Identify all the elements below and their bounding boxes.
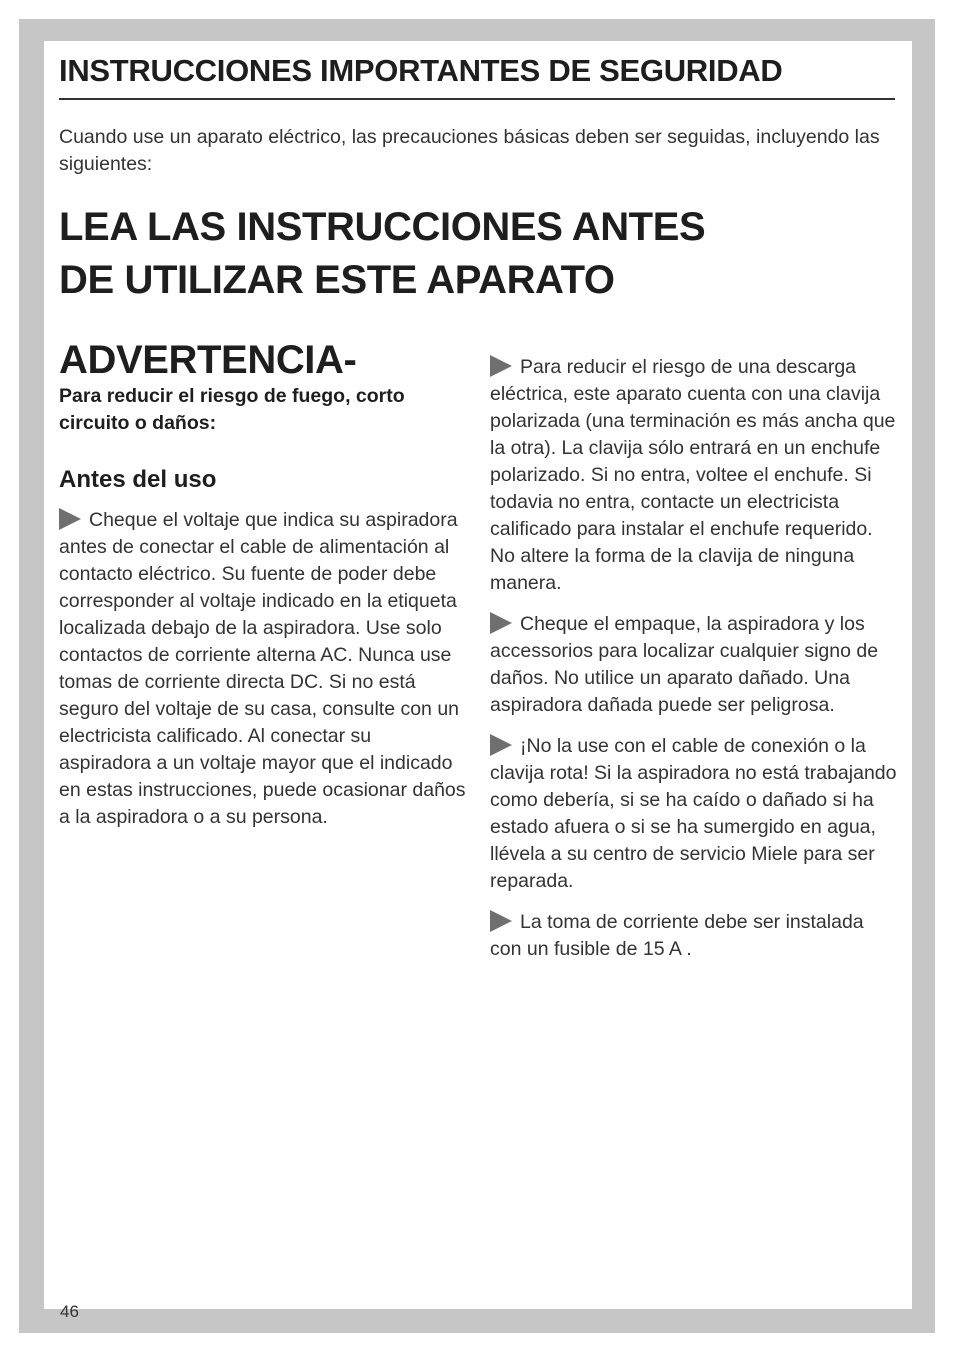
manual-page <box>44 41 912 1321</box>
list-item-text: ¡No la use con el cable de conexión o la clavija rota! Si la aspiradora no está trabajando como debería, si se ha caído o dañado si ha estado afuera o si se ha sumergido en agua, llévela a su centro de servicio Miele para ser reparada. <box>490 735 897 892</box>
main-heading <box>59 201 895 307</box>
list-item <box>490 909 900 963</box>
before-use-heading: Antes del uso <box>59 466 217 493</box>
list-item <box>490 354 900 597</box>
list-item <box>490 611 900 719</box>
left-column <box>59 507 467 845</box>
list-item-text: Para reducir el riesgo de una descarga eléctrica, este aparato cuenta con una clavija polarizada (una terminación es más ancha que la otra). La clavija sólo entrará en un enchufe polarizado. Si no entra, voltee el enchufe. Si todavia no entra, contacte un electricista calificado para instalar el enchufe requerido. No altere la forma de la clavija de ninguna manera. <box>490 356 896 594</box>
triangle-right-icon <box>490 910 512 932</box>
list-item-text: Cheque el empaque, la aspiradora y los accessorios para localizar cualquier signo de daños. No utilice un aparato dañado. Una aspiradora dañada puede ser peligrosa. <box>490 613 879 716</box>
warning-heading: ADVERTENCIA- <box>59 338 357 382</box>
list-item-text: La toma de corriente debe ser instalada con un fusible de 15 A . <box>490 911 864 960</box>
triangle-right-icon <box>490 355 512 377</box>
list-item <box>490 733 900 895</box>
main-heading-line-2: DE UTILIZAR ESTE APARATO <box>59 258 615 302</box>
intro-paragraph: Cuando use un aparato eléctrico, las precauciones básicas deben ser seguidas, incluyendo las siguientes: <box>59 126 880 175</box>
triangle-right-icon <box>490 612 512 634</box>
list-item <box>59 507 467 831</box>
right-column <box>490 354 900 977</box>
section-title: INSTRUCCIONES IMPORTANTES DE SEGURIDAD <box>59 53 783 88</box>
triangle-right-icon <box>490 734 512 756</box>
triangle-right-icon <box>59 508 81 530</box>
list-item-text: Cheque el voltaje que indica su aspiradora antes de conectar el cable de alimentación al contacto eléctrico. Su fuente de poder debe corresponder al voltaje indicado en la etiqueta localizada debajo de la aspiradora. Use solo contactos de corriente alterna AC. Nunca use tomas de corriente directa DC. Si no está seguro del voltaje de su casa, consulte con un electricista calificado. Al conectar su aspiradora a un voltaje mayor que el indicado en estas instrucciones, puede ocasionar daños a la aspiradora o a su persona. <box>59 509 466 828</box>
title-underline <box>59 98 895 100</box>
main-heading-line-1: LEA LAS INSTRUCCIONES ANTES <box>59 205 706 249</box>
warning-subtitle: Para reducir el riesgo de fuego, corto circuito o daños: <box>59 385 405 434</box>
page-number: 46 <box>60 1302 79 1321</box>
